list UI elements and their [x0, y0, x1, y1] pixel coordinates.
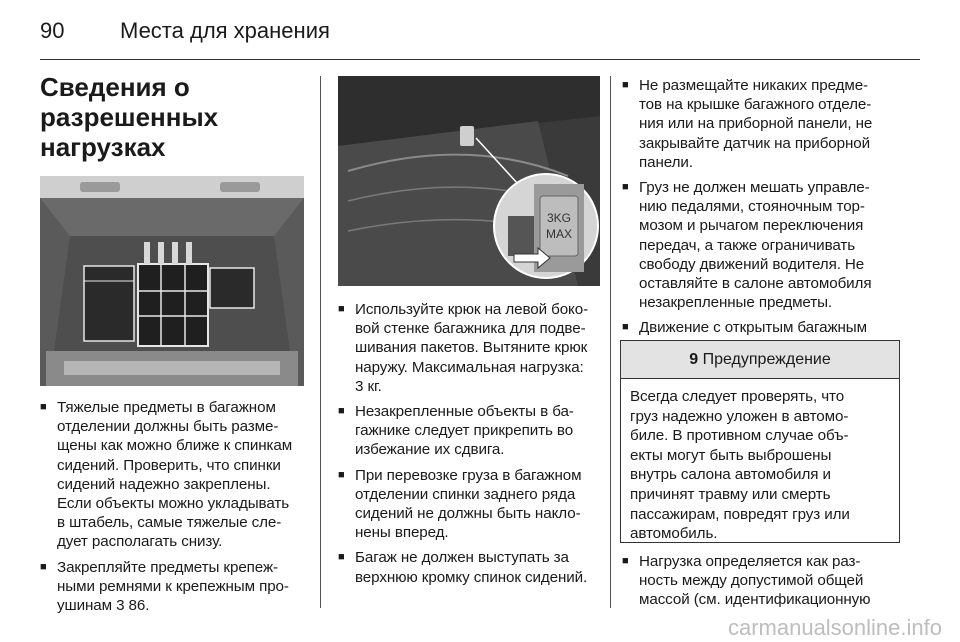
- hook-label-line2: MAX: [545, 227, 573, 241]
- bullet-list-col2: [338, 300, 608, 593]
- warning-triangle-icon: 9: [689, 351, 699, 368]
- warning-box: [620, 340, 900, 543]
- trunk-hook-photo: [338, 76, 600, 286]
- section-title-line: Сведения о: [40, 72, 190, 102]
- header-rule: [40, 59, 920, 60]
- cross-reference-page[interactable]: 86.: [128, 597, 150, 615]
- warning-header: [621, 341, 899, 379]
- bullet-list-col3-bottom: [622, 552, 912, 616]
- bullet-list-col3: [622, 76, 912, 363]
- list-item: ■ Используйте крюк на левой боко- вой стенке багажника для подве- шивания пакетов. Вытяните крюк наружу. Максимальная нагрузка: 3 кг.: [338, 300, 608, 396]
- list-item: ■ Груз не должен мешать управле- нию педалями, стояночным тор- мозом и рычагом переключения передач, а также ограничивать свободу движений водителя. Не оставляйте в салоне автомобиля незакрепленные предметы.: [622, 178, 912, 312]
- watermark: carmanualsonline.info: [727, 615, 942, 640]
- warning-body: Всегда следует проверять, что груз надежно уложен в автомо- биле. В противном случае объ- екты могут быть выброшены внутрь салона автомобиля и причинят травму или смерть пассажирам, повредят груз или автомобиль.: [630, 388, 850, 543]
- list-item: ■ Незакрепленные объекты в ба- гажнике следует прикрепить во избежание их сдвига.: [338, 402, 608, 460]
- box-shape-right: [210, 268, 254, 308]
- hook-shape: [460, 126, 474, 146]
- page-header: [40, 18, 920, 58]
- column-divider-2: [610, 76, 611, 608]
- trunk-load-photo: [40, 176, 304, 386]
- section-title: [40, 72, 310, 162]
- list-item: ■ Закрепляйте предметы крепеж- ными ремнями к крепежным про- ушинам 3 86.: [40, 558, 310, 616]
- list-item: ■ Багаж не должен выступать за верхнюю кромку спинок сидений.: [338, 548, 608, 586]
- column-divider-1: [320, 76, 321, 608]
- list-item: ■ При перевозке груза в багажном отделении спинки заднего ряда сидений не должны быть накло- нены вперед.: [338, 466, 608, 543]
- running-title: Места для хранения: [120, 18, 330, 43]
- page-number: 90: [40, 18, 65, 43]
- section-title-line: разрешенных: [40, 102, 219, 132]
- hook-label-line1: 3KG: [546, 211, 572, 225]
- list-item: ■ Движение с открытым багажным: [622, 318, 912, 356]
- cross-reference-symbol: 3: [116, 597, 125, 615]
- box-shape-left: [84, 266, 134, 341]
- list-item: ■ Тяжелые предметы в багажном отделении должны быть разме- щены как можно ближе к спинкам сидений. Проверить, что спинки сидений надежно закреплены. Если объекты можно укладывать в штабель, самые тяжелые сле- дует располагать снизу.: [40, 398, 310, 552]
- list-item: ■ Не размещайте никаких предме- тов на крышке багажного отделе- ния или на приборной панели, не закрывайте датчик на приборной панели.: [622, 76, 912, 172]
- bullet-list-col1: [40, 398, 310, 621]
- warning-title: Предупреждение: [702, 351, 831, 368]
- section-title-line: нагрузках: [40, 132, 166, 162]
- list-item: ■ Нагрузка определяется как раз- ность между допустимой общей массой (см. идентификационную: [622, 552, 912, 610]
